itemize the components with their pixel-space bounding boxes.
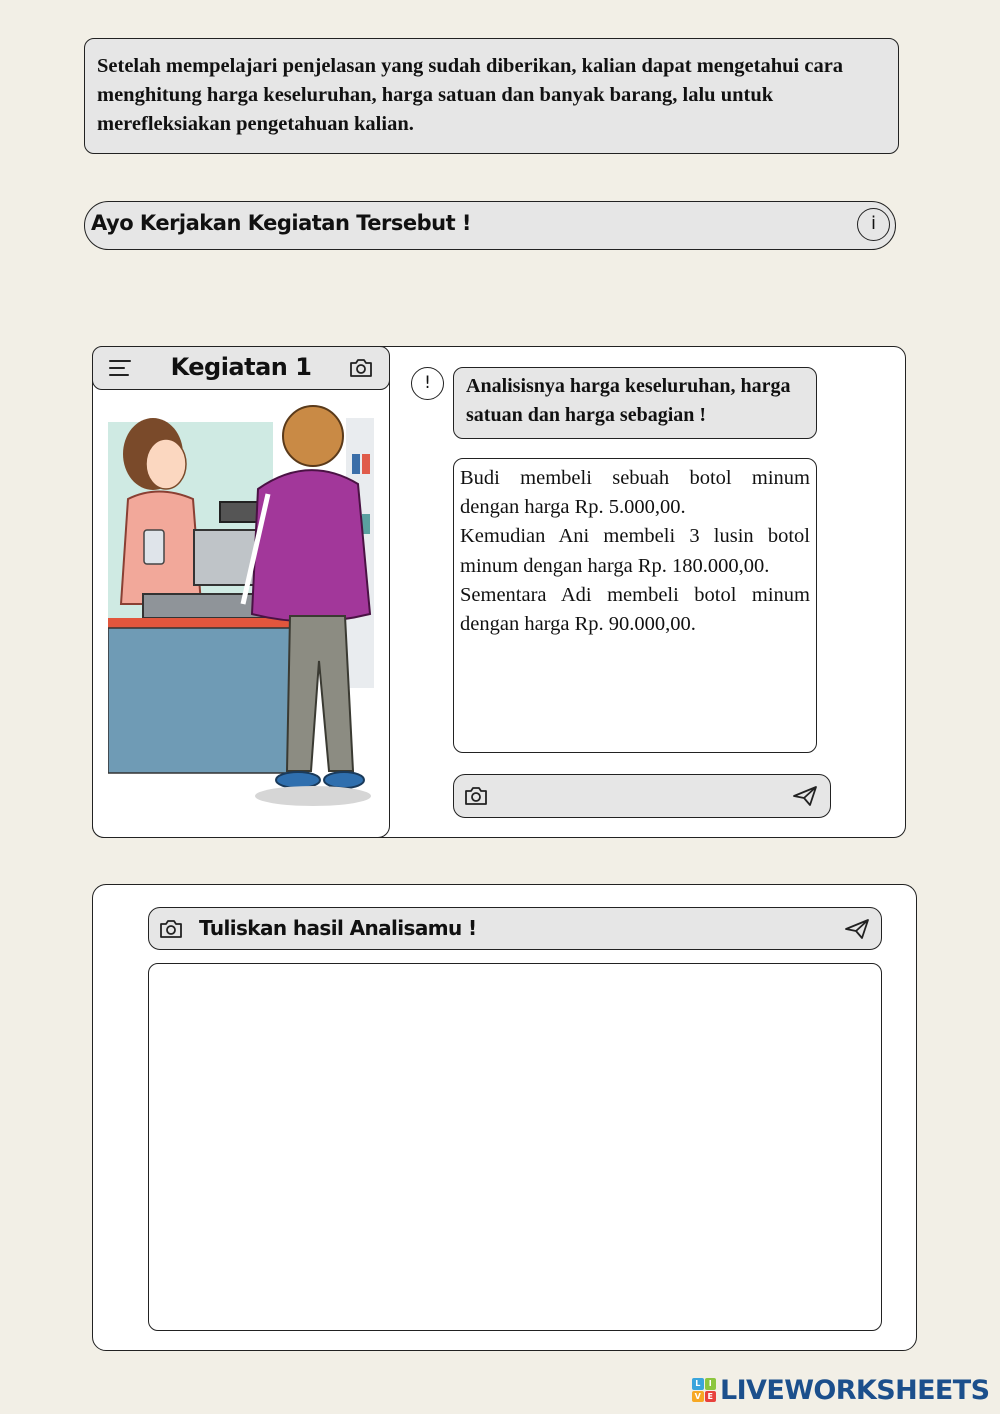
- alert-icon: !: [411, 367, 444, 400]
- intro-box: [84, 38, 899, 154]
- story-line: Kemudian Ani membeli 3 lusin botol minum dengan harga Rp. 180.000,00.: [460, 525, 810, 577]
- story-line: Budi membeli sebuah botol minum dengan harga Rp. 5.000,00.: [460, 467, 810, 519]
- story-box: [453, 458, 817, 753]
- brand-name: LIVEWORKSHEETS: [720, 1374, 990, 1406]
- answer-textarea[interactable]: [148, 963, 882, 1331]
- floor-shadow: [255, 786, 371, 806]
- brand: [692, 1374, 989, 1406]
- instruction-bar: [84, 201, 896, 250]
- task-text: Analisisnya harga keseluruhan, harga satuan dan harga sebagian !: [466, 375, 791, 426]
- intro-text: Setelah mempelajari penjelasan yang sudah diberikan, kalian dapat mengetahui cara menghitung harga keseluruhan, harga satuan dan banyak barang, lalu untuk merefleksiakan pengetahuan kalian.: [97, 55, 844, 135]
- brand-logo-letter: V: [692, 1391, 704, 1403]
- answer-header: [148, 907, 882, 950]
- camera-icon[interactable]: [349, 358, 373, 378]
- brand-logo: [692, 1378, 716, 1402]
- counter: [108, 628, 308, 773]
- camera-icon[interactable]: [159, 919, 183, 939]
- info-icon[interactable]: i: [857, 208, 890, 241]
- brand-logo-letter: E: [705, 1391, 717, 1403]
- cashier-illustration: [108, 404, 374, 822]
- answer-label: Tuliskan hasil Analisamu !: [199, 916, 477, 940]
- story-line: Sementara Adi membeli botol minum dengan harga Rp. 90.000,00.: [460, 583, 810, 636]
- instruction-label: Ayo Kerjakan Kegiatan Tersebut !: [91, 211, 472, 235]
- brand-logo-letter: L: [692, 1378, 704, 1390]
- send-icon[interactable]: [844, 918, 870, 940]
- send-icon[interactable]: [792, 785, 818, 807]
- brand-logo-letter: I: [705, 1378, 717, 1390]
- task-bubble: [453, 367, 817, 439]
- phone-header: [92, 346, 390, 390]
- activity-title: Kegiatan 1: [170, 353, 312, 381]
- camera-icon[interactable]: [464, 786, 488, 806]
- compose-bar[interactable]: [453, 774, 831, 818]
